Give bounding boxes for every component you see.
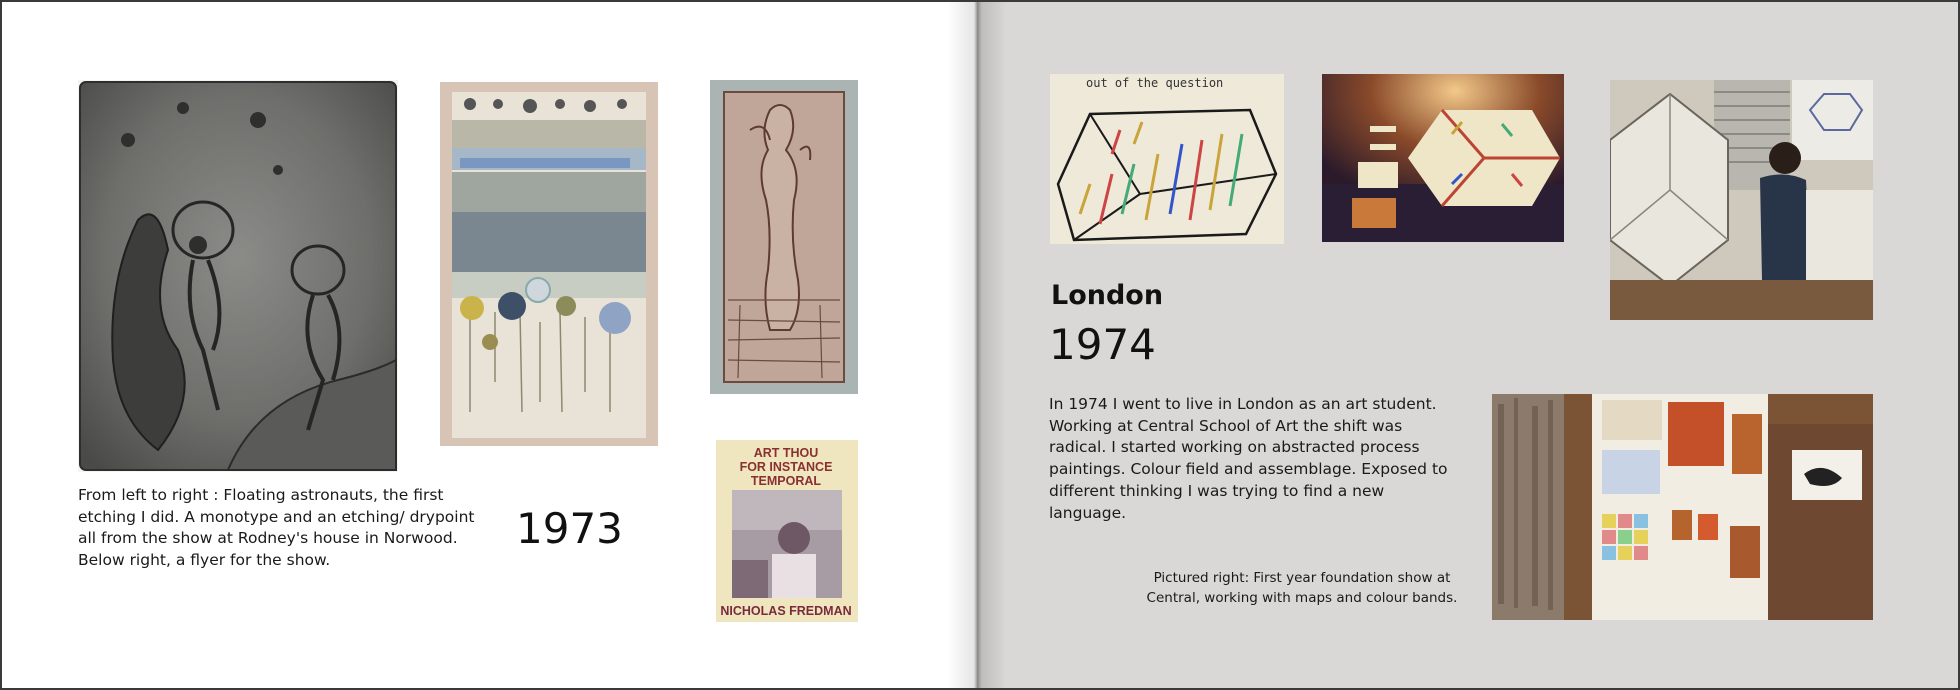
left-page <box>2 2 977 688</box>
handwritten-title: out of the question <box>1086 76 1224 90</box>
location-heading: London <box>1051 280 1164 311</box>
astronauts-etching-image <box>78 80 398 472</box>
monotype-image <box>440 82 658 446</box>
foundation-show-photo <box>1492 394 1873 620</box>
book-spread <box>2 2 1958 688</box>
artist-studio-photo <box>1610 80 1873 320</box>
flyer-portrait-image <box>732 490 842 598</box>
right-page <box>977 2 1958 688</box>
flyer-title: ART THOU FOR INSTANCE TEMPORAL <box>739 446 833 488</box>
hexagon-drawing-photo <box>1050 74 1284 244</box>
year-1973: 1973 <box>516 504 623 553</box>
year-1974: 1974 <box>1049 320 1156 369</box>
flyer-artist-name: NICHOLAS FREDMAN <box>720 604 852 618</box>
show-flyer-image <box>716 440 858 622</box>
hexagon-painting-photo <box>1322 74 1564 242</box>
london-body-text: In 1974 I went to live in London as an art student. Working at Central School of Art the shift was radical. I started working on abstracted process paintings. Colour field and assemblage. Exposed to different thinking I was trying to find a new language. <box>1049 395 1448 522</box>
drypoint-etching-image <box>710 80 858 394</box>
photo-caption: Pictured right: First year foundation show at Central, working with maps and colour bands. <box>1146 570 1458 606</box>
artwork-caption: From left to right : Floating astronauts, the first etching I did. A monotype and an etching/ drypoint all from the show at Rodney's house in Norwood. Below right, a flyer for the show. <box>78 486 475 570</box>
